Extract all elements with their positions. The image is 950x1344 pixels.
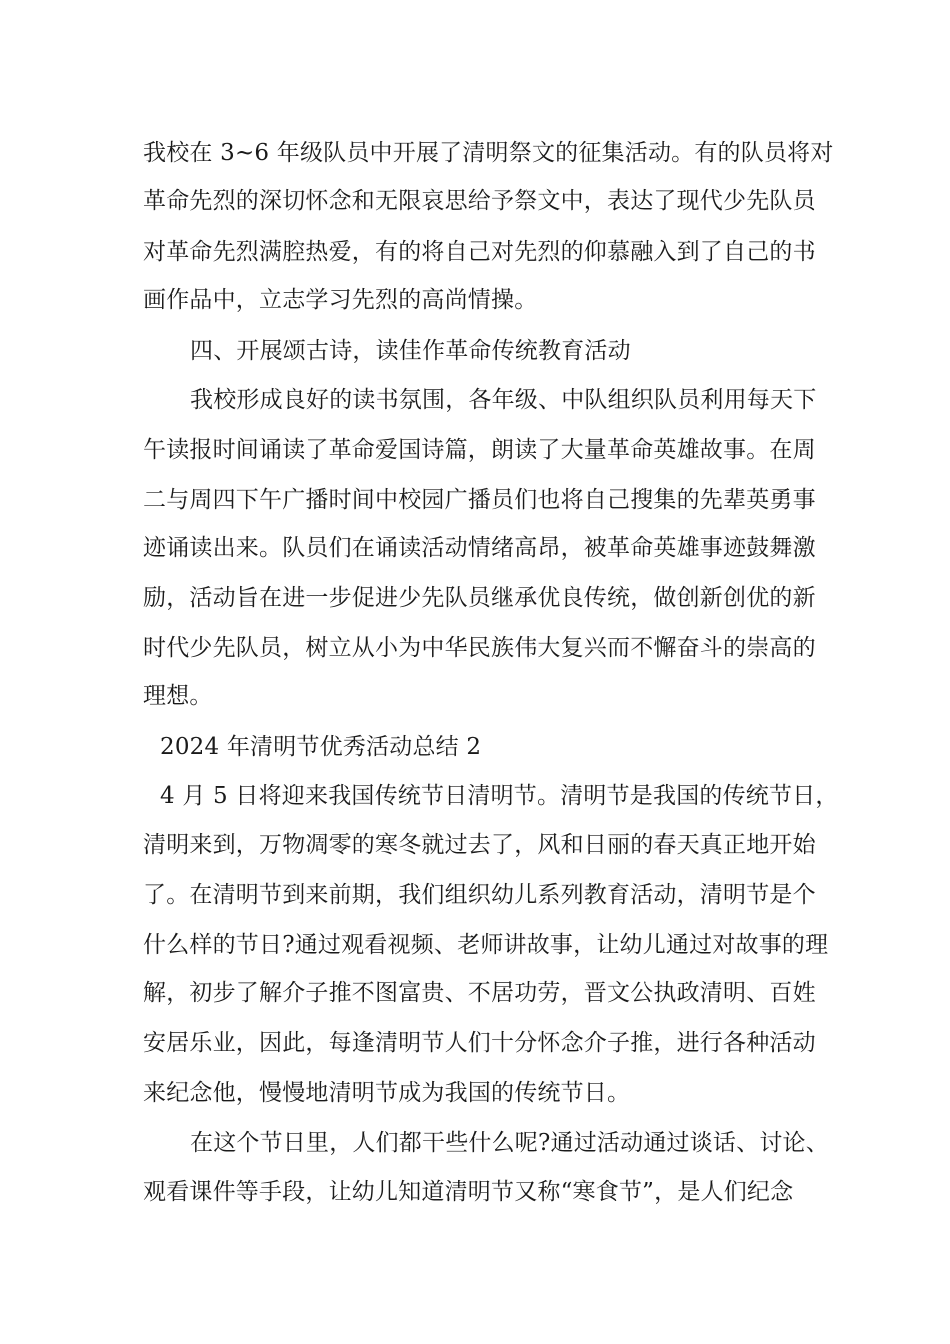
text-line: 清明来到，万物凋零的寒冬就过去了，风和日丽的春天真正地开始: [143, 832, 816, 858]
text-line: 革命先烈的深切怀念和无限哀思给予祭文中，表达了现代少先队员: [143, 188, 816, 214]
text-line: 了。在清明节到来前期，我们组织幼儿系列教育活动，清明节是个: [143, 882, 816, 908]
text-line: 4 月 5 日将迎来我国传统节日清明节。清明节是我国的传统节日，: [160, 783, 839, 809]
text-line: 我校在 3~6 年级队员中开展了清明祭文的征集活动。有的队员将对: [143, 140, 834, 166]
text-line: 理想。: [143, 683, 213, 709]
text-line: 来纪念他，慢慢地清明节成为我国的传统节日。: [143, 1080, 631, 1106]
text-line: 解，初步了解介子推不图富贵、不居功劳，晋文公执政清明、百姓: [143, 980, 816, 1006]
text-line: 对革命先烈满腔热爱，有的将自己对先烈的仰慕融入到了自己的书: [143, 239, 816, 265]
section-title: 2024 年清明节优秀活动总结 2: [160, 734, 482, 760]
text-line: 观看课件等手段，让幼儿知道清明节又称“寒食节”，是人们纪念: [143, 1179, 794, 1205]
text-line: 什么样的节日?通过观看视频、老师讲故事，让幼儿通过对故事的理: [143, 932, 829, 958]
text-line: 在这个节日里，人们都干些什么呢?通过活动通过谈话、讨论、: [190, 1130, 829, 1156]
text-line: 二与周四下午广播时间中校园广播员们也将自己搜集的先辈英勇事: [143, 487, 816, 513]
text-line: 迹诵读出来。队员们在诵读活动情绪高昂，被革命英雄事迹鼓舞激: [143, 535, 816, 561]
text-line: 时代少先队员，树立从小为中华民族伟大复兴而不懈奋斗的崇高的: [143, 635, 816, 661]
text-line: 我校形成良好的读书氛围，各年级、中队组织队员利用每天下: [190, 387, 817, 413]
text-line: 午读报时间诵读了革命爱国诗篇，朗读了大量革命英雄故事。在周: [143, 437, 816, 463]
text-line: 励，活动旨在进一步促进少先队员继承优良传统，做创新创优的新: [143, 585, 816, 611]
section-heading: 四、开展颂古诗，读佳作革命传统教育活动: [190, 338, 631, 364]
text-line: 画作品中，立志学习先烈的高尚情操。: [143, 287, 538, 313]
text-line: 安居乐业，因此，每逢清明节人们十分怀念介子推，进行各种活动: [143, 1030, 816, 1056]
